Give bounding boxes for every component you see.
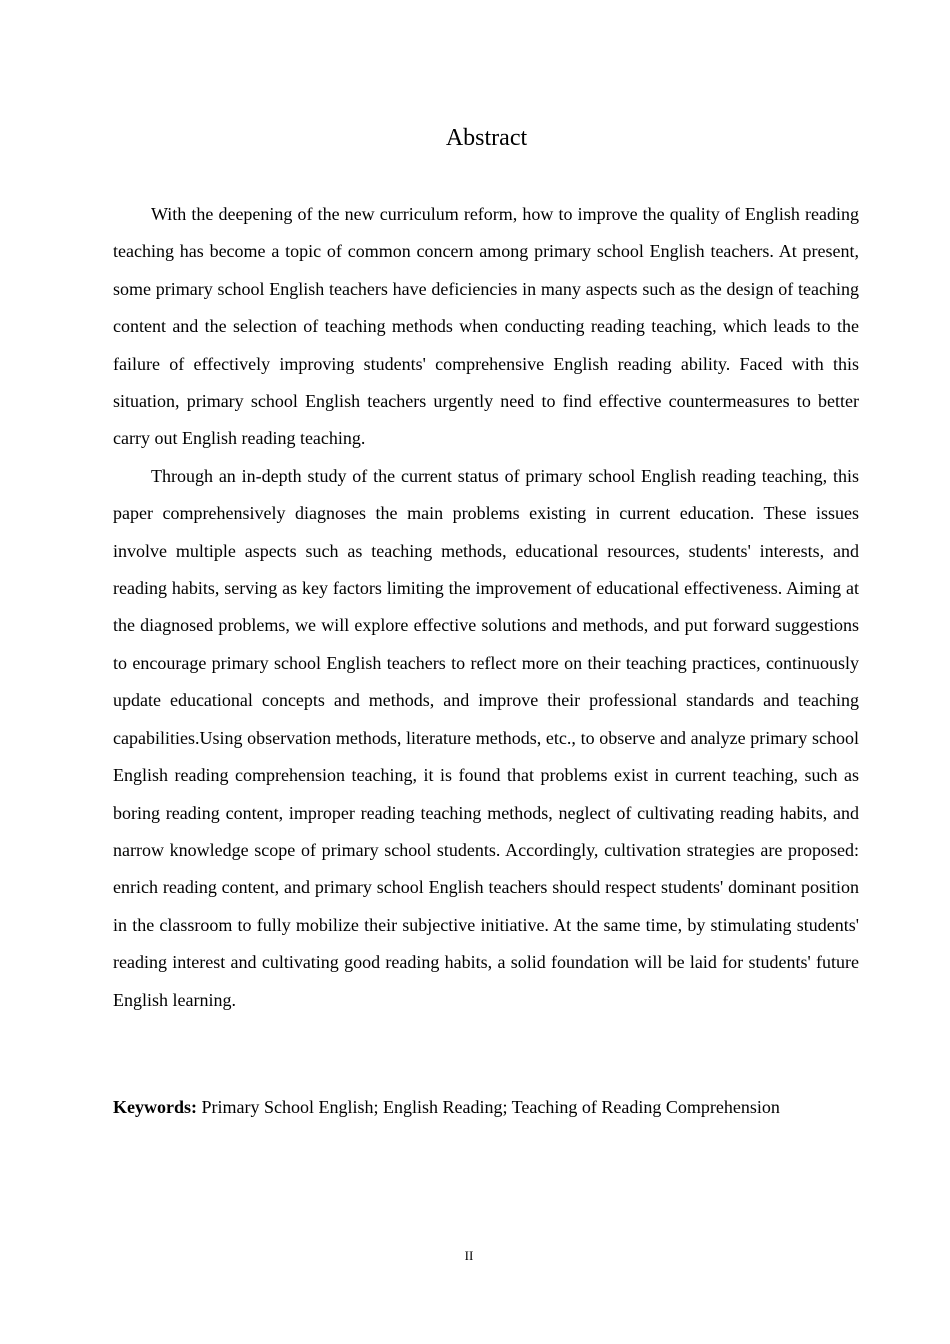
keywords-line bbox=[113, 1089, 859, 1126]
abstract-paragraph-2: Through an in-depth study of the current status of primary school English reading teaching, this paper comprehensively diagnoses the main problems existing in current education. These issues involve multiple aspects such as teaching methods, educational resources, students' interests, and reading habits, serving as key factors limiting the improvement of educational effectiveness. Aiming at the diagnosed problems, we will explore effective solutions and methods, and put forward suggestions to encourage primary school English teachers to reflect more on their teaching practices, continuously update educational concepts and methods, and improve their professional standards and teaching capabilities.Using observation methods, literature methods, etc., to observe and analyze primary school English reading comprehension teaching, it is found that problems exist in current teaching, such as boring reading content, improper reading teaching methods, neglect of cultivating reading habits, and narrow knowledge scope of primary school students. Accordingly, cultivation strategies are proposed: enrich reading content, and primary school English teachers should respect students' dominant position in the classroom to fully mobilize their subjective initiative. At the same time, by stimulating students' reading interest and cultivating good reading habits, a solid foundation will be laid for students' future English learning. bbox=[113, 465, 859, 1010]
keywords-label: Keywords: bbox=[113, 1097, 197, 1117]
keywords-text: Primary School English; English Reading; Teaching of Reading Comprehension bbox=[201, 1097, 780, 1117]
abstract-paragraph-1: With the deepening of the new curriculum reform, how to improve the quality of English reading teaching has become a topic of common concern among primary school English teachers. At present, some primary school English teachers have deficiencies in many aspects such as the design of teaching content and the selection of teaching methods when conducting reading teaching, which leads to the failure of effectively improving students' comprehensive English reading ability. Faced with this situation, primary school English teachers urgently need to find effective countermeasures to better carry out English reading teaching. bbox=[113, 204, 859, 449]
abstract-body bbox=[113, 196, 859, 1019]
abstract-title: Abstract bbox=[445, 125, 528, 151]
page-number: II bbox=[464, 1248, 474, 1263]
